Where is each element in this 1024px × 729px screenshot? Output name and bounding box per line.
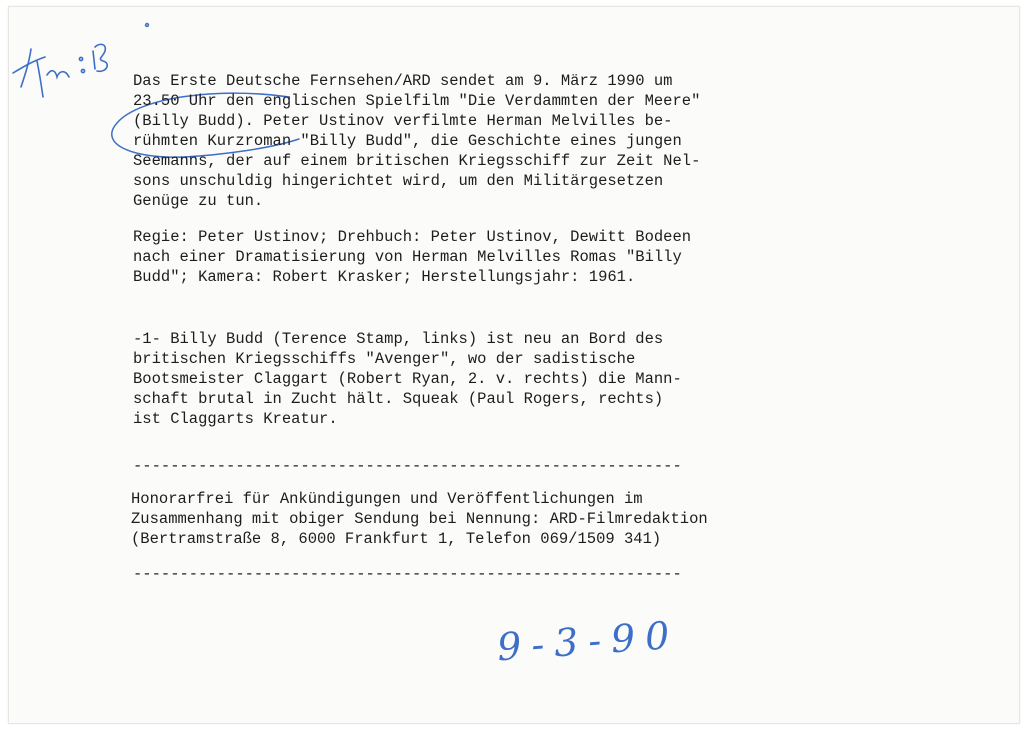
text-line: (Bertramstraße 8, 6000 Frankfurt 1, Telefon 069/1509 341) — [131, 530, 662, 548]
text-line: rühmten Kurzroman "Billy Budd", die Geschichte eines jungen — [133, 132, 682, 150]
text-line: -1- Billy Budd (Terence Stamp, links) ist neu an Bord des — [133, 330, 664, 348]
photo-caption — [133, 329, 682, 429]
paragraph-broadcast — [133, 71, 700, 211]
text-line: Regie: Peter Ustinov; Drehbuch: Peter Ustinov, Dewitt Bodeen — [133, 228, 692, 246]
text-line: Seemanns, der auf einem britischen Kriegsschiff zur Zeit Nel- — [133, 152, 701, 170]
text-line: (Billy Budd). Peter Ustinov verfilmte Herman Melvilles be- — [133, 112, 673, 130]
text-line: nach einer Dramatisierung von Herman Melvilles Romas "Billy — [133, 248, 682, 266]
separator-line-top: ----------------------------------------------------------- — [133, 457, 682, 475]
paragraph-credits — [133, 227, 691, 287]
text-line: Zusammenhang mit obiger Sendung bei Nennung: ARD-Filmredaktion — [131, 510, 708, 528]
press-release-sheet — [8, 6, 1020, 724]
text-line: Honorarfrei für Ankündigungen und Veröffentlichungen im — [131, 490, 643, 508]
text-line: britischen Kriegsschiffs "Avenger", wo der sadistische — [133, 350, 636, 368]
text-line: Budd"; Kamera: Robert Krasker; Herstellungsjahr: 1961. — [133, 268, 636, 286]
text-line: ist Claggarts Kreatur. — [133, 410, 338, 428]
separator-line-bottom: ----------------------------------------------------------- — [133, 565, 682, 583]
text-line: Bootsmeister Claggart (Robert Ryan, 2. v. rechts) die Mann- — [133, 370, 682, 388]
text-line: sons unschuldig hingerichtet wird, um den Militärgesetzen — [133, 172, 664, 190]
text-line: schaft brutal in Zucht hält. Squeak (Paul Rogers, rechts) — [133, 390, 664, 408]
text-line: 23.50 Uhr den englischen Spielfilm "Die Verdammten der Meere" — [133, 92, 701, 110]
text-line: Das Erste Deutsche Fernsehen/ARD sendet am 9. März 1990 um — [133, 72, 673, 90]
handwritten-date: 9-3-90 — [495, 612, 681, 670]
text-line: Genüge zu tun. — [133, 192, 264, 210]
copyright-notice — [131, 489, 708, 549]
